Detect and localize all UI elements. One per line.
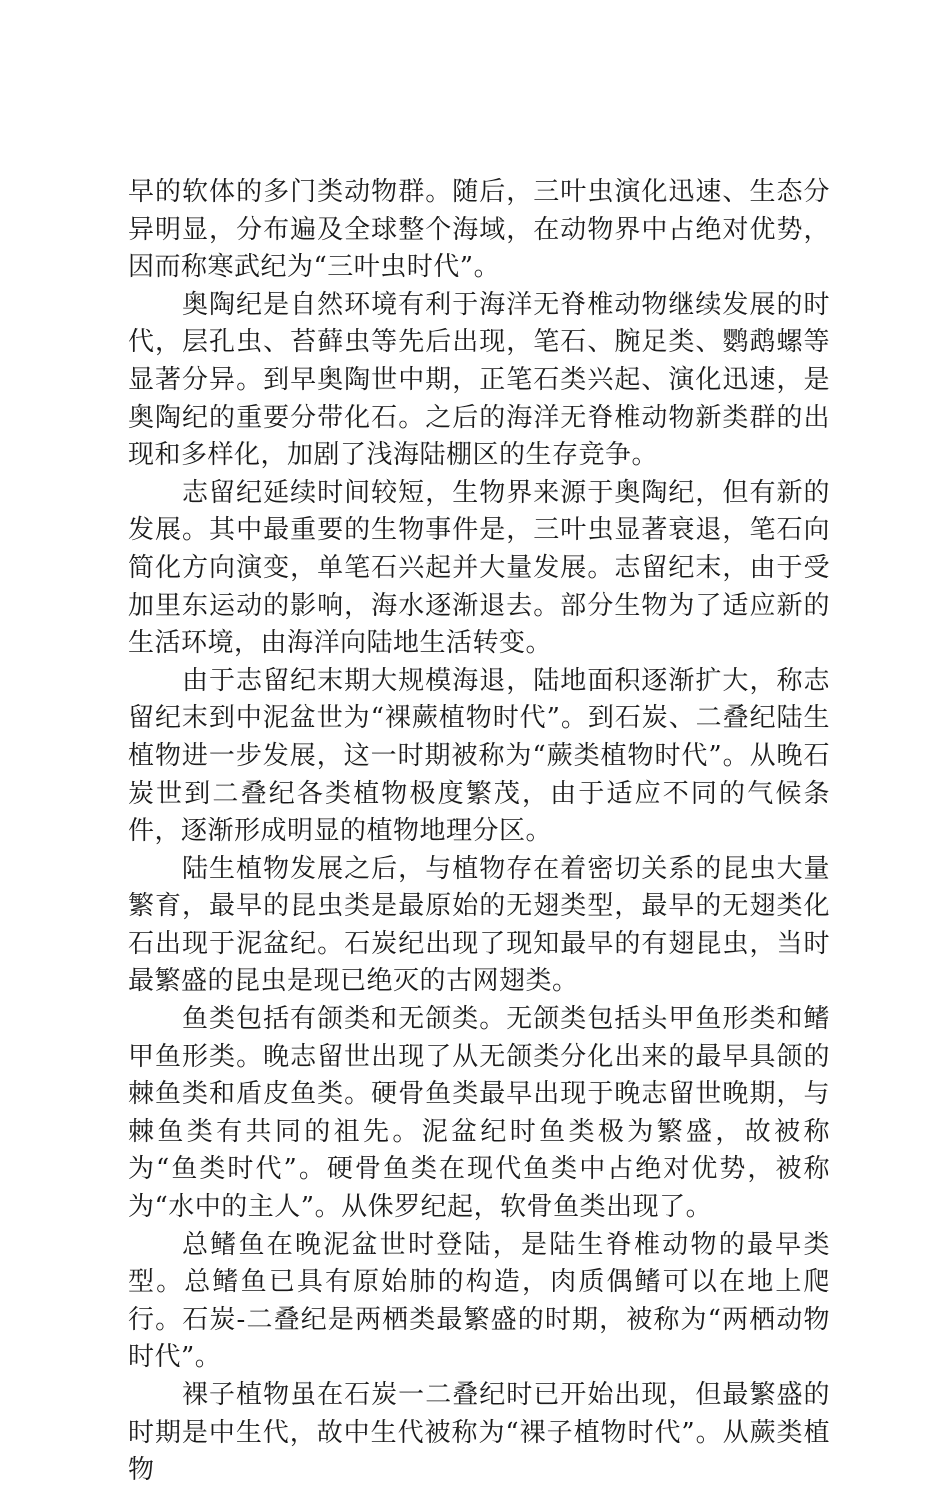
paragraph-insects: 陆生植物发展之后，与植物存在着密切关系的昆虫大量繁育，最早的昆虫类是最原始的无翅类型，最早的无翅类化石出现于泥盆纪。石炭纪出现了现知最早的有翅昆虫，当时最繁盛的昆虫是现已绝灭的古网翅类。 [128, 853, 830, 997]
document-body [128, 174, 830, 1490]
paragraph-fishes: 鱼类包括有颌类和无颌类。无颌类包括头甲鱼形类和鳍甲鱼形类。晚志留世出现了从无颌类分化出来的最早具颌的棘鱼类和盾皮鱼类。硬骨鱼类最早出现于晚志留世晚期，与棘鱼类有共同的祖先。泥盆纪时鱼类极为繁盛，故被称为“鱼类时代”。硬骨鱼类在现代鱼类中占绝对优势，被称为“水中的主人”。从侏罗纪起，软骨鱼类出现了。 [128, 1004, 830, 1223]
paragraph-gymnosperms: 裸子植物虽在石炭一二叠纪时已开始出现，但最繁盛的时期是中生代，故中生代被称为“裸子植物时代”。从蕨类植物 [128, 1380, 830, 1486]
paragraph-amphibians: 总鳍鱼在晚泥盆世时登陆，是陆生脊椎动物的最早类型。总鳍鱼已具有原始肺的构造，肉质偶鳍可以在地上爬行。石炭-二叠纪是两栖类最繁盛的时期，被称为“两栖动物时代”。 [128, 1229, 830, 1373]
paragraph-cambrian-continued: 早的软体的多门类动物群。随后，三叶虫演化迅速、生态分异明显，分布遍及全球整个海域，在动物界中占绝对优势，因而称寒武纪为“三叶虫时代”。 [128, 177, 830, 283]
paragraph-plant-eras: 由于志留纪末期大规模海退，陆地面积逐渐扩大，称志留纪末到中泥盆世为“裸蕨植物时代”。到石炭、二叠纪陆生植物进一步发展，这一时期被称为“蕨类植物时代”。从晚石炭世到二叠纪各类植物极度繁茂，由于适应不同的气候条件，逐渐形成明显的植物地理分区。 [128, 665, 830, 847]
paragraph-silurian: 志留纪延续时间较短，生物界来源于奥陶纪，但有新的发展。其中最重要的生物事件是，三叶虫显著衰退，笔石向简化方向演变，单笔石兴起并大量发展。志留纪末，由于受加里东运动的影响，海水逐渐退去。部分生物为了适应新的生活环境，由海洋向陆地生活转变。 [128, 477, 830, 659]
paragraph-ordovician: 奥陶纪是自然环境有利于海洋无脊椎动物继续发展的时代，层孔虫、苔藓虫等先后出现，笔石、腕足类、鹦鹉螺等显著分异。到早奥陶世中期，正笔石类兴起、演化迅速，是奥陶纪的重要分带化石。之后的海洋无脊椎动物新类群的出现和多样化，加剧了浅海陆棚区的生存竞争。 [128, 289, 830, 471]
